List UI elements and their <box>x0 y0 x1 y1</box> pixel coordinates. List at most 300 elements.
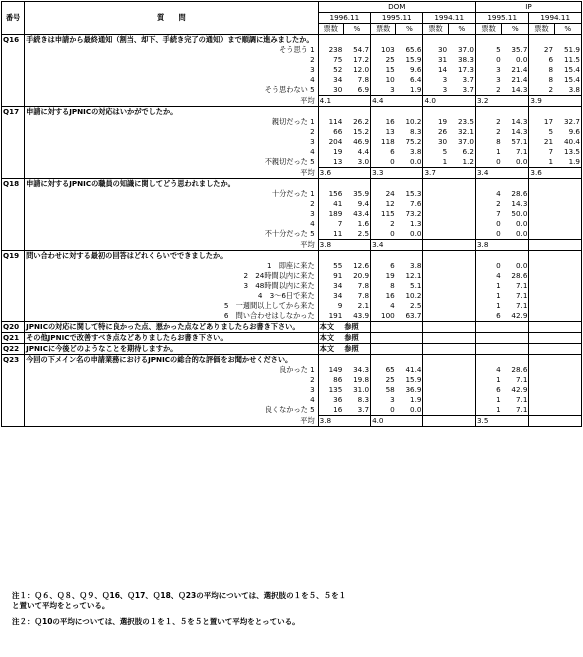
num-header: 番号 <box>2 2 25 35</box>
answer-label: そう思わない 5 <box>25 85 319 96</box>
answer-label: 平均 <box>25 168 319 179</box>
empty-cell <box>448 333 475 344</box>
count-cell: 1 <box>496 405 501 414</box>
empty-cell <box>502 168 529 179</box>
percent-cell <box>448 311 475 322</box>
percent-cell <box>448 365 475 375</box>
empty-cell <box>529 35 554 46</box>
count-cell: 5 <box>496 45 501 54</box>
percent-cell <box>448 375 475 385</box>
percent-cell: 0.0 <box>396 405 423 416</box>
count-cell: 34 <box>333 281 343 290</box>
empty-cell <box>371 355 396 366</box>
answer-label: 平均 <box>25 96 319 107</box>
count-cell: 41 <box>333 199 343 208</box>
percent-cell: 12.6 <box>343 261 370 271</box>
ip-header: IP <box>475 2 581 13</box>
percent-cell: 3.8 <box>396 147 423 157</box>
empty-cell <box>475 35 501 46</box>
header-row-1 <box>2 2 582 13</box>
reference-main: 本文 <box>318 344 343 355</box>
count-cell: 7 <box>337 219 343 228</box>
empty-cell <box>371 251 396 262</box>
count-cell: 26 <box>437 127 448 136</box>
answer-label: 5 一週間以上してから来た <box>25 301 319 311</box>
count-cell: 135 <box>328 385 343 394</box>
percent-cell: 9.6 <box>396 65 423 75</box>
empty-cell <box>554 251 581 262</box>
pct-unit-header: % <box>554 24 581 35</box>
count-cell: 55 <box>333 261 343 270</box>
percent-cell: 9.4 <box>343 199 370 209</box>
count-cell: 100 <box>371 311 396 322</box>
percent-cell: 6.2 <box>448 147 475 157</box>
count-cell: 25 <box>385 55 395 64</box>
count-cell: 1 <box>496 291 501 300</box>
count-cell: 0 <box>390 157 395 166</box>
empty-cell <box>396 179 423 190</box>
empty-cell <box>318 251 343 262</box>
count-cell <box>529 281 554 291</box>
empty-cell <box>343 240 370 251</box>
empty-cell <box>554 240 581 251</box>
count-cell: 9 <box>337 301 343 310</box>
percent-cell <box>448 261 475 271</box>
percent-cell: 17.3 <box>448 65 475 75</box>
count-cell <box>529 405 554 416</box>
empty-cell <box>371 344 396 355</box>
count-cell: 8 <box>496 137 501 146</box>
empty-cell <box>529 251 554 262</box>
percent-cell <box>554 311 581 322</box>
count-cell: 156 <box>328 189 343 198</box>
percent-cell: 35.9 <box>343 189 370 199</box>
count-unit-header: 票数 <box>371 24 396 35</box>
empty-cell <box>423 344 448 355</box>
percent-cell: 3.8 <box>396 261 423 271</box>
percent-cell: 13.5 <box>554 147 581 157</box>
empty-cell <box>475 107 501 118</box>
percent-cell <box>448 189 475 199</box>
empty-cell <box>554 416 581 427</box>
reference-main: 本文 <box>318 322 343 333</box>
question-text: 今回の下メイン名の申請業務におけるJPNICの総合的な評価をお聞かせください。 <box>25 355 319 366</box>
percent-cell <box>554 271 581 281</box>
percent-cell <box>448 291 475 301</box>
question-row <box>2 179 582 190</box>
count-cell: 16 <box>385 291 395 300</box>
percent-cell <box>554 281 581 291</box>
question-number: Q19 <box>2 251 25 322</box>
empty-cell <box>529 179 554 190</box>
percent-cell: 15.9 <box>396 55 423 65</box>
percent-cell: 14.3 <box>502 127 529 137</box>
year-dom-1996: 1996.11 <box>318 13 370 24</box>
count-cell: 1 <box>496 375 501 384</box>
answer-row <box>2 229 582 240</box>
empty-cell <box>554 344 581 355</box>
count-cell: 30 <box>333 85 343 94</box>
count-cell: 6 <box>475 311 501 322</box>
count-cell: 0 <box>496 261 501 270</box>
empty-cell <box>343 251 370 262</box>
year-dom-1995: 1995.11 <box>371 13 423 24</box>
dom-header: DOM <box>318 2 475 13</box>
empty-cell <box>448 168 475 179</box>
question-text: その他JPNICで改善すべき点などありましたらお書き下さい。 <box>25 333 319 344</box>
reference-see: 参照 <box>343 322 370 333</box>
answer-label: 4 <box>25 219 319 229</box>
count-cell: 36 <box>333 395 343 404</box>
count-cell: 3 <box>442 85 448 94</box>
count-cell: 0 <box>496 219 501 228</box>
empty-cell <box>318 107 343 118</box>
percent-cell <box>448 385 475 395</box>
answer-label: 不十分だった 5 <box>25 229 319 240</box>
count-cell: 3 <box>390 85 395 94</box>
percent-cell: 21.4 <box>502 65 529 75</box>
empty-cell <box>448 179 475 190</box>
percent-cell: 7.1 <box>502 301 529 311</box>
empty-cell <box>423 322 448 333</box>
count-cell: 4 <box>496 189 501 198</box>
count-cell: 1 <box>496 281 501 290</box>
count-cell: 14 <box>437 65 448 74</box>
count-cell <box>529 189 554 199</box>
percent-cell: 1.9 <box>396 395 423 405</box>
question-text: JPNICの対応に関して特に良かった点、悪かった点などありましたらお書き下さい。 <box>25 322 319 333</box>
note-2: 注２：Ｑ10の平均については、選択肢の１を１、５を５と置いて平均をとっている。 <box>12 617 300 626</box>
percent-cell <box>554 365 581 375</box>
count-cell: 2 <box>548 85 554 94</box>
count-cell: 6 <box>496 385 501 394</box>
empty-cell <box>448 240 475 251</box>
count-cell: 6 <box>548 55 554 64</box>
percent-cell: 8.3 <box>396 127 423 137</box>
percent-cell: 17.2 <box>343 55 370 65</box>
empty-cell <box>529 107 554 118</box>
empty-cell <box>343 107 370 118</box>
percent-cell: 14.3 <box>502 117 529 127</box>
percent-cell: 0.0 <box>502 55 529 65</box>
count-cell: 118 <box>381 137 395 146</box>
survey-table <box>1 1 582 427</box>
question-number: Q22 <box>2 344 25 355</box>
count-cell: 3 <box>496 75 501 84</box>
answer-row <box>2 261 582 271</box>
percent-cell: 5.1 <box>396 281 423 291</box>
answer-label: 4 <box>25 147 319 157</box>
empty-cell <box>475 179 501 190</box>
percent-cell: 7.1 <box>502 147 529 157</box>
answer-label: 平均 <box>25 240 319 251</box>
count-cell: 1 <box>496 147 501 156</box>
reference-main: 本文 <box>318 333 343 344</box>
count-cell <box>423 189 448 199</box>
empty-cell <box>318 35 343 46</box>
count-cell <box>423 385 448 395</box>
note-1: 注１：Ｑ６、Ｑ８、Ｑ９、Ｑ16、Ｑ17、Ｑ18、Ｑ23の平均については、選択肢の１を５、５を１と置いて平均をとっている。 <box>12 591 347 610</box>
answer-label: 良くなかった 5 <box>25 405 319 416</box>
answer-row <box>2 365 582 375</box>
count-cell <box>423 229 448 240</box>
empty-cell <box>396 107 423 118</box>
empty-cell <box>396 355 423 366</box>
percent-cell: 12.0 <box>343 65 370 75</box>
answer-row <box>2 168 582 179</box>
answer-label: 6 問い合わせはしなかった <box>25 311 319 322</box>
percent-cell: 15.9 <box>396 375 423 385</box>
empty-cell <box>554 168 581 179</box>
average-value <box>423 416 448 427</box>
count-cell <box>423 301 448 311</box>
count-cell <box>529 219 554 229</box>
answer-row <box>2 96 582 107</box>
percent-cell <box>554 261 581 271</box>
question-number: Q21 <box>2 333 25 344</box>
count-unit-header: 票数 <box>318 24 343 35</box>
empty-cell <box>423 179 448 190</box>
percent-cell: 46.9 <box>343 137 370 147</box>
question-number: Q20 <box>2 322 25 333</box>
average-value: 4.0 <box>371 416 396 427</box>
average-value: 3.4 <box>475 168 501 179</box>
count-cell <box>529 261 554 271</box>
percent-cell: 7.8 <box>343 281 370 291</box>
percent-cell: 42.9 <box>502 311 529 322</box>
question-text: 申請に対するJPNICの対応はいかがでしたか。 <box>25 107 319 118</box>
percent-cell: 26.2 <box>343 117 370 127</box>
empty-cell <box>529 355 554 366</box>
empty-cell <box>448 96 475 107</box>
year-ip-1994: 1994.11 <box>529 13 582 24</box>
percent-cell: 7.1 <box>502 291 529 301</box>
answer-row <box>2 311 582 322</box>
question-row <box>2 107 582 118</box>
empty-cell <box>343 416 370 427</box>
question-row <box>2 35 582 46</box>
percent-cell: 15.4 <box>554 75 581 85</box>
empty-cell <box>502 240 529 251</box>
empty-cell <box>371 35 396 46</box>
count-unit-header: 票数 <box>529 24 554 35</box>
percent-cell: 6.4 <box>396 75 423 85</box>
percent-cell: 7.1 <box>502 375 529 385</box>
percent-cell <box>554 199 581 209</box>
count-cell <box>423 291 448 301</box>
answer-row <box>2 65 582 75</box>
answer-label: 4 <box>25 75 319 85</box>
percent-cell: 7.1 <box>502 281 529 291</box>
empty-cell <box>396 168 423 179</box>
percent-cell: 15.4 <box>554 65 581 75</box>
percent-cell: 54.7 <box>343 45 370 55</box>
answer-row <box>2 301 582 311</box>
year-dom-1994: 1994.11 <box>423 13 475 24</box>
count-cell: 30 <box>437 137 448 146</box>
count-cell: 12 <box>385 199 395 208</box>
percent-cell <box>448 219 475 229</box>
percent-cell: 34.3 <box>343 365 370 375</box>
percent-cell: 0.0 <box>502 157 529 168</box>
question-number: Q17 <box>2 107 25 179</box>
count-cell <box>423 375 448 385</box>
empty-cell <box>502 96 529 107</box>
empty-cell <box>343 96 370 107</box>
count-cell: 2 <box>496 117 501 126</box>
empty-cell <box>529 322 554 333</box>
count-cell: 31 <box>437 55 448 64</box>
question-header: 質 問 <box>25 2 319 35</box>
count-cell <box>423 365 448 375</box>
count-cell: 191 <box>318 311 343 322</box>
percent-cell: 14.3 <box>502 199 529 209</box>
empty-cell <box>475 251 501 262</box>
count-unit-header: 票数 <box>423 24 448 35</box>
empty-cell <box>423 107 448 118</box>
empty-cell <box>318 179 343 190</box>
count-cell: 2 <box>496 85 501 94</box>
count-cell <box>423 311 448 322</box>
count-cell: 19 <box>333 147 343 156</box>
average-value: 3.6 <box>529 168 554 179</box>
percent-cell: 0.0 <box>502 229 529 240</box>
percent-cell: 1.2 <box>448 157 475 168</box>
pct-unit-header: % <box>396 24 423 35</box>
percent-cell: 7.6 <box>396 199 423 209</box>
count-cell: 4 <box>390 301 395 310</box>
count-cell: 1 <box>442 157 448 166</box>
count-cell <box>423 281 448 291</box>
question-text: 申請に対するJPNICの職員の知識に関してどう思われましたか。 <box>25 179 319 190</box>
count-cell: 4 <box>496 271 501 280</box>
answer-label: 3 <box>25 137 319 147</box>
question-number: Q18 <box>2 179 25 251</box>
answer-label: 2 24時間以内に来た <box>25 271 319 281</box>
survey-body <box>2 35 582 427</box>
count-cell: 75 <box>333 55 343 64</box>
percent-cell <box>554 189 581 199</box>
count-cell: 8 <box>548 65 554 74</box>
count-cell: 204 <box>328 137 343 146</box>
answer-row <box>2 281 582 291</box>
count-cell: 16 <box>333 405 343 414</box>
count-cell <box>529 301 554 311</box>
percent-cell: 50.0 <box>502 209 529 219</box>
answer-label: 3 48時間以内に来た <box>25 281 319 291</box>
answer-row <box>2 271 582 281</box>
pct-unit-header: % <box>448 24 475 35</box>
empty-cell <box>448 355 475 366</box>
survey-sheet <box>1 1 582 427</box>
percent-cell: 0.0 <box>502 261 529 271</box>
answer-row <box>2 189 582 199</box>
answer-row <box>2 127 582 137</box>
answer-label: そう思う 1 <box>25 45 319 55</box>
count-cell <box>529 395 554 405</box>
count-cell: 189 <box>328 209 343 218</box>
percent-cell: 43.9 <box>343 311 370 322</box>
answer-row <box>2 117 582 127</box>
percent-cell: 15.3 <box>396 189 423 199</box>
percent-cell: 28.6 <box>502 365 529 375</box>
pct-unit-header: % <box>343 24 370 35</box>
empty-cell <box>448 107 475 118</box>
empty-cell <box>502 333 529 344</box>
percent-cell: 20.9 <box>343 271 370 281</box>
percent-cell: 38.3 <box>448 55 475 65</box>
question-text: 問い合わせに対する最初の回答はどれくらいでできましたか。 <box>25 251 319 262</box>
empty-cell <box>502 35 529 46</box>
answer-label: 良かった 1 <box>25 365 319 375</box>
percent-cell: 31.0 <box>343 385 370 395</box>
percent-cell: 1.9 <box>396 85 423 96</box>
percent-cell: 2.5 <box>343 229 370 240</box>
empty-cell <box>554 107 581 118</box>
answer-row <box>2 55 582 65</box>
free-question-row <box>2 322 582 333</box>
empty-cell <box>396 240 423 251</box>
count-cell: 103 <box>381 45 395 54</box>
empty-cell <box>396 322 423 333</box>
count-cell: 17 <box>543 117 554 126</box>
percent-cell <box>554 229 581 240</box>
average-value: 3.4 <box>371 240 396 251</box>
answer-row <box>2 75 582 85</box>
count-cell <box>423 395 448 405</box>
count-cell: 21 <box>543 137 554 146</box>
question-text: JPNICに今後どのようなことを期待しますか。 <box>25 344 319 355</box>
answer-row <box>2 240 582 251</box>
empty-cell <box>502 322 529 333</box>
answer-label: 2 <box>25 55 319 65</box>
percent-cell: 1.3 <box>396 219 423 229</box>
count-cell <box>423 209 448 219</box>
count-cell: 86 <box>333 375 343 384</box>
percent-cell <box>554 375 581 385</box>
empty-cell <box>448 344 475 355</box>
percent-cell: 10.2 <box>396 117 423 127</box>
percent-cell: 8.3 <box>343 395 370 405</box>
percent-cell: 21.4 <box>502 75 529 85</box>
count-cell: 238 <box>328 45 343 54</box>
percent-cell <box>554 209 581 219</box>
average-value: 4.4 <box>371 96 396 107</box>
count-cell: 2 <box>496 127 501 136</box>
average-value: 3.7 <box>423 168 448 179</box>
empty-cell <box>396 333 423 344</box>
count-cell: 16 <box>385 117 395 126</box>
count-cell: 6 <box>390 147 395 156</box>
percent-cell: 51.9 <box>554 45 581 55</box>
count-cell: 8 <box>548 75 554 84</box>
count-cell: 1 <box>496 301 501 310</box>
percent-cell <box>554 405 581 416</box>
count-cell <box>529 291 554 301</box>
empty-cell <box>423 35 448 46</box>
count-cell: 2 <box>390 219 395 228</box>
percent-cell: 32.7 <box>554 117 581 127</box>
percent-cell: 2.5 <box>396 301 423 311</box>
count-cell <box>529 385 554 395</box>
percent-cell: 2.1 <box>343 301 370 311</box>
year-ip-1995: 1995.11 <box>475 13 528 24</box>
empty-cell <box>475 322 501 333</box>
empty-cell <box>396 416 423 427</box>
count-cell <box>529 209 554 219</box>
count-cell: 24 <box>385 189 395 198</box>
percent-cell: 14.3 <box>502 85 529 96</box>
